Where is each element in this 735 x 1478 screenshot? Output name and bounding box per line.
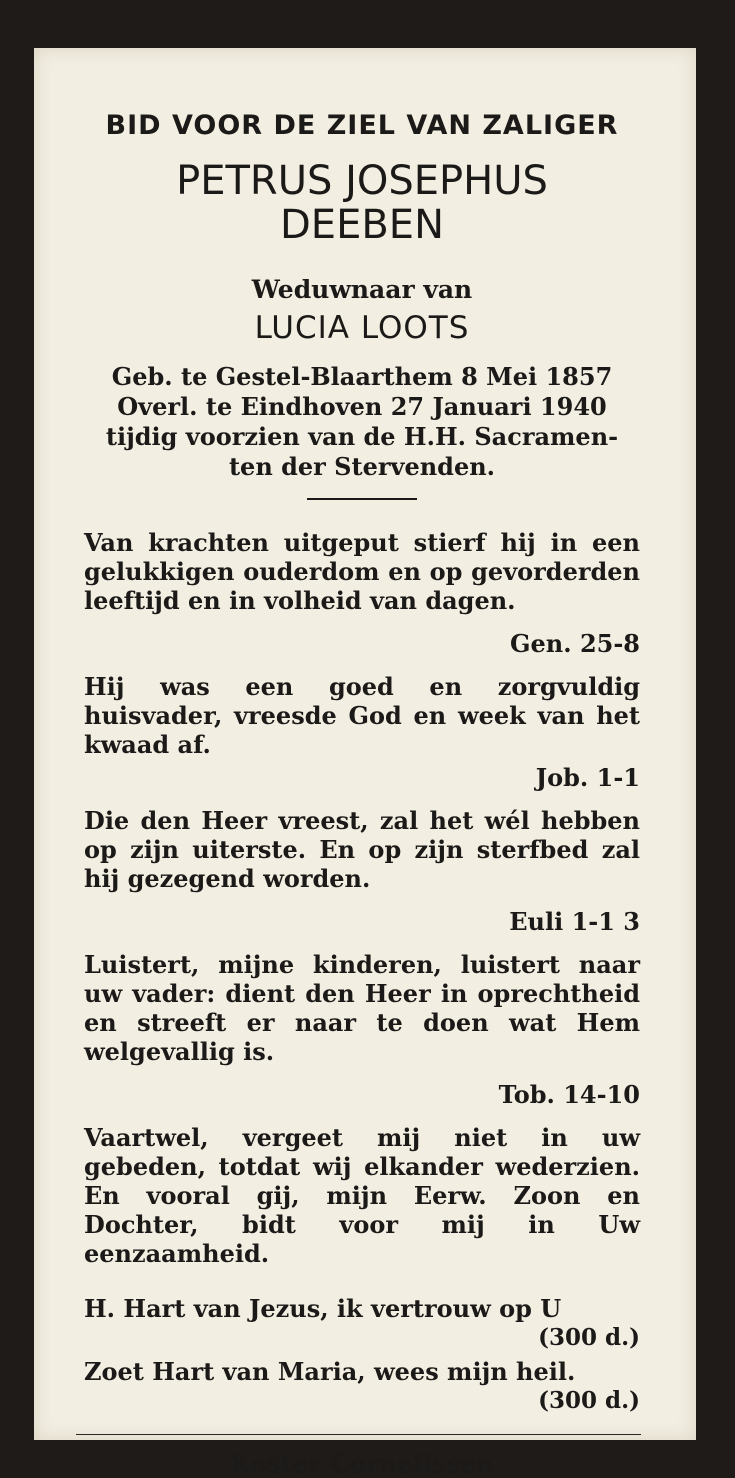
verse-3-ref: Euli 1-1 3 (509, 907, 640, 936)
widower-label: Weduwnaar van (251, 275, 473, 304)
prayer-1-indulgence: (300 d.) (538, 1324, 640, 1351)
verse-4-ref: Tob. 14-10 (498, 1080, 640, 1109)
sacraments-line2: ten der Stervenden. (228, 452, 496, 481)
prayer-2-indulgence: (300 d.) (538, 1387, 640, 1414)
prayer-2: Zoet Hart van Maria, wees mijn heil. (84, 1357, 576, 1386)
bottom-divider (76, 1434, 641, 1435)
birth-line: Geb. te Gestel-Blaarthem 8 Mei 1857 (111, 362, 613, 391)
deceased-name-line1: PETRUS JOSEPHUS (176, 158, 548, 204)
deceased-name-line2: DEEBEN (280, 202, 444, 248)
divider (307, 498, 417, 500)
printer-name: Koster Cornelissen (229, 1449, 495, 1478)
verse-3: Die den Heer vreest, zal het wél hebben op zijn uiterste. En op zijn sterfbed zal hij gezegend worden. (84, 806, 640, 893)
prayer-1: H. Hart van Jezus, ik vertrouw op U (84, 1294, 562, 1323)
card-content (34, 48, 696, 1478)
verse-1: Van krachten uitgeput stierf hij in een gelukkigen ouderdom en op gevorderden leeftijd en in volheid van dagen. (84, 528, 640, 615)
sacraments-line1: tijdig voorzien van de H.H. Sacramen- (105, 422, 619, 451)
verse-2-ref: Job. 1-1 (535, 763, 640, 792)
verse-4: Luistert, mijne kinderen, luistert naar uw vader: dient den Heer in oprechtheid en streeft er naar te doen wat Hem welgevallig is. (84, 950, 640, 1066)
death-line: Overl. te Eindhoven 27 Januari 1940 (117, 392, 607, 421)
verse-1-ref: Gen. 25-8 (510, 629, 640, 658)
spouse-name: LUCIA LOOTS (254, 310, 470, 346)
intro-text: BID VOOR DE ZIEL VAN ZALIGER (105, 110, 619, 141)
memorial-card (34, 48, 696, 1478)
verse-2: Hij was een goed en zorgvuldig huisvader, vreesde God en week van het kwaad af. (84, 672, 640, 759)
verse-5: Vaartwel, vergeet mij niet in uw gebeden, totdat wij elkander wederzien. En vooral gij, mijn Eerw. Zoon en Dochter, bidt voor mij in Uw eenzaamheid. (84, 1123, 640, 1268)
